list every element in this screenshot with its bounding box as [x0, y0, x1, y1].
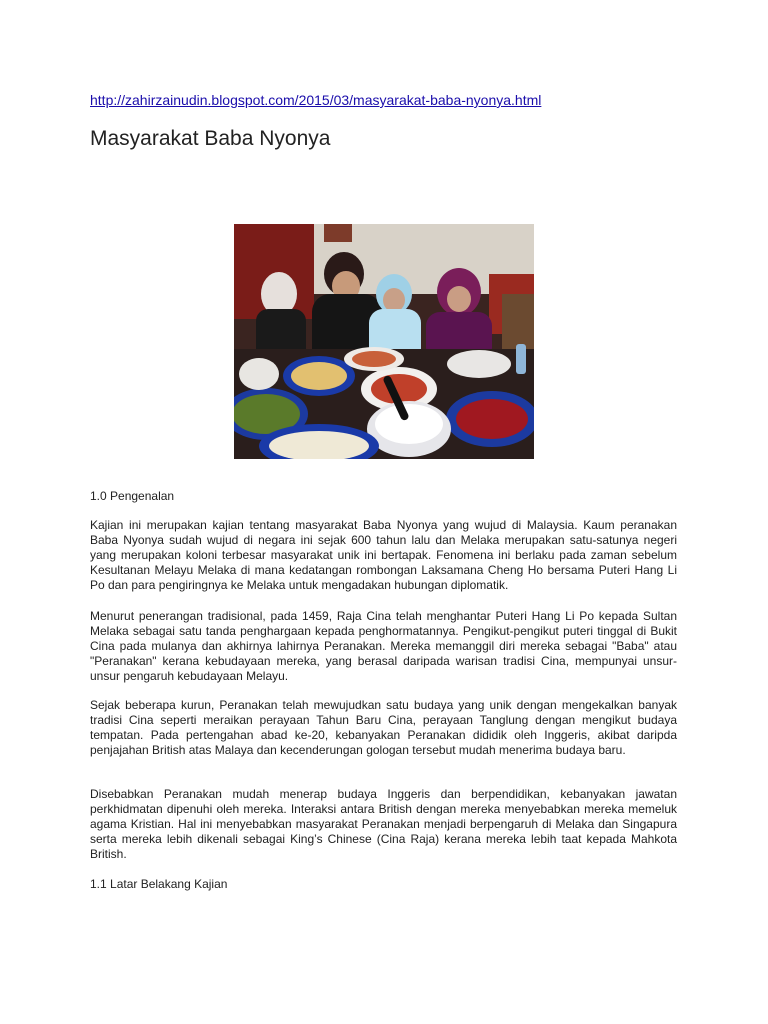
- paragraph-4: Disebabkan Peranakan mudah menerap budaya Inggeris dan berpendidikan, kebanyakan jawatan perkhidmatan dipenuhi oleh mereka. Interaksi antara British dengan mereka menyebabkan mereka memeluk agama Kristian. Hal ini menyebabkan masyarakat Peranakan menjadi berpengaruh di Melaka dan Singapura serta mereka lebih dikenali sebagai King’s Chinese (Cina Raja) kerana mereka lebih taat kepada Mahkota British.: [90, 787, 677, 861]
- food-table-photo: [234, 224, 534, 459]
- section-heading-latar-belakang: 1.1 Latar Belakang Kajian: [90, 877, 228, 891]
- section-heading-pengenalan: 1.0 Pengenalan: [90, 489, 175, 503]
- source-link[interactable]: http://zahirzainudin.blogspot.com/2015/03/masyarakat-baba-nyonya.html: [90, 92, 542, 108]
- paragraph-3: Sejak beberapa kurun, Peranakan telah mewujudkan satu budaya yang unik dengan mengekalkan banyak tradisi Cina seperti meraikan perayaan Tahun Baru Cina, perayaan Tanglung dengan mengikut budaya tempatan. Pada pertengahan abad ke-20, kebanyakan Peranakan dididik oleh Inggeris, akibat daripda penjajahan British atas Malaya dan kecenderungan gologan tersebut mudah menerima budaya baru.: [90, 698, 677, 757]
- paragraph-1: Kajian ini merupakan kajian tentang masyarakat Baba Nyonya yang wujud di Malaysia. Kaum peranakan Baba Nyonya sudah wujud di negara ini sejak 600 tahun lalu dan Melaka merupakan satu-satunya negeri yang merupakan koloni terbesar masyarakat unik ini bertapak. Fenomena ini berlaku pada zaman sebelum Kesultanan Melayu Melaka di mana kedatangan rombongan Laksamana Cheng Ho bersama Puteri Hang Li Po dan para pengiringnya ke Melaka untuk mengadakan hubungan diplomatik.: [90, 518, 677, 592]
- paragraph-2: Menurut penerangan tradisional, pada 1459, Raja Cina telah menghantar Puteri Hang Li Po kepada Sultan Melaka sebagai satu tanda penghargaan kepada penghormatannya. Pengikut-pengikut puteri tinggal di Bukit Cina pada mulanya dan akhirnya lahirnya Peranakan. Mereka memanggil diri mereka sebagai "Baba" atau "Peranakan" kerana kebudayaan mereka, yang berasal daripada warisan tradisi Cina, mempunyai unsur-unsur pengaruh kebudayaan Melayu.: [90, 609, 677, 683]
- page-title: Masyarakat Baba Nyonya: [90, 127, 331, 150]
